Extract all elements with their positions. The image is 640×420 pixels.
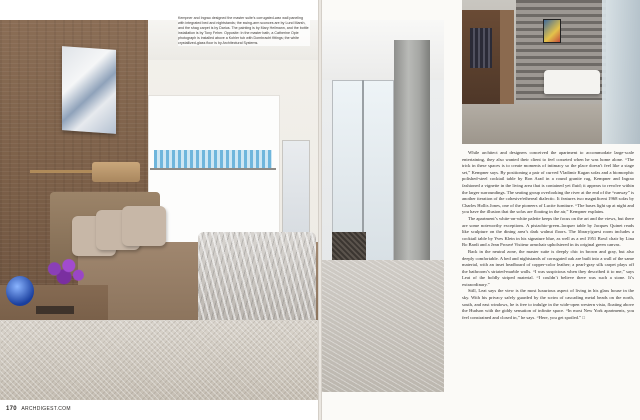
carpet (322, 260, 444, 392)
books (36, 306, 74, 314)
shelf (150, 168, 276, 170)
living-area-photo (322, 20, 444, 392)
woven-ottoman (332, 232, 366, 262)
folio (6, 406, 71, 412)
purple-flowers (40, 256, 88, 288)
left-page (0, 0, 318, 420)
blue-glass-vase (6, 276, 34, 306)
right-page (322, 0, 640, 420)
pillows (72, 206, 182, 266)
body-paragraph: Back in the neutral zone, the master suite is deeply chic in brown and gray, but also deeply comfortable. A bed and nightstands of corrugated oak are built into a wall of the same material, with an inset headboard of copper-color leather; a pearl-gray silk carpet plays off the bathroom’s striated-marble walls. “I was suspicious when they described it to me,” says Leat of the boldly striped material. “I couldn’t believe there was such a stone. It’s extraordinary.” (462, 248, 634, 287)
swing-arm-sconce-shade (92, 162, 140, 182)
photo-caption (178, 16, 310, 46)
master-bedroom-photo (0, 20, 318, 400)
page-number: 170 (6, 406, 17, 412)
pillow (122, 206, 166, 246)
opie-photograph (544, 20, 560, 42)
body-paragraph: While architect and designers conceived the apartment to accommodate large-scale entertaining, they also wanted their client to feel cosseted when he was home alone. “The trick in these spaces is to create moments of intimacy so the place doesn’t feel like a stage set,” Kempner says. By positioning a pair of curved Vladimir Kagan sofas and a biomorphic polished-steel cocktail table by Ron Arad in a round granite rug, Kempner and Ingrao fashioned a vignette in the living area that is contained yet fluid; it appears to revolve within the larger surroundings. The seating group overlooking the river at the end of the “runway” is another iteration of the cohesive/ethereal dialectic. It features two magnificent 1968 sofas by Charles Hollis Jones, one of the pioneers of Lucite furniture. “The bases light up at night and you have the illusion that the sofas are floating in the air,” Kempner explains. (462, 150, 634, 215)
shag-carpet (0, 320, 318, 400)
folio-site: ARCHDIGEST.COM (21, 406, 71, 412)
shower-glass (602, 0, 640, 144)
body-paragraph: The apartment’s white-on-white palette keeps the focus on the art and the views, but there are some noteworthy exceptions. A pistachio-green–lacquer table by Jacques Quinet reads like sculpture on the dining area’s dark walnut floors. The library/guest room includes a cocktail table by Yves Klein in his signature blue, as well as a red 1951 Bowl chair by Lina Bo Bardi and a Jean Prouvé Visiteur armchair upholstered in its original green canvas. (462, 215, 634, 248)
caption-text: Kempner and Ingrao designed the master suite’s corrugated-wax wall paneling with integrated bed and nightstands; the swing-arm sconces are by Lund Marsh, and the shag carpet is by Darius. The painting is by Mary Heilmann, and the bottle installation is by Tony Feher. Opposite: In the master bath, a Catherine Opie photograph is installed above a Kohler tub with Dornbracht fittings; the white crystallized-glass floor is by Architectural Systems. (178, 16, 309, 45)
bathtub (544, 70, 600, 94)
fur-throw (198, 232, 316, 324)
heilmann-painting (62, 46, 116, 134)
master-bath-photo (462, 0, 640, 144)
bottle-installation (154, 150, 272, 168)
swing-arm-sconce-arm (30, 170, 100, 173)
body-paragraph: Still, Leat says the view is the most luxurious aspect of living in his glass house in the sky. With his privacy safely guarded by the scrim of cascading metal beads on the north, south, and east windows, he is free to indulge in the wide-open western vista, floating above the Hudson with the giddy sensation of infinite space. “In most New York apartments, you feel constrained and closed in,” he says. “Here, you get spoiled.” □ (462, 288, 634, 320)
article-body (462, 150, 634, 321)
